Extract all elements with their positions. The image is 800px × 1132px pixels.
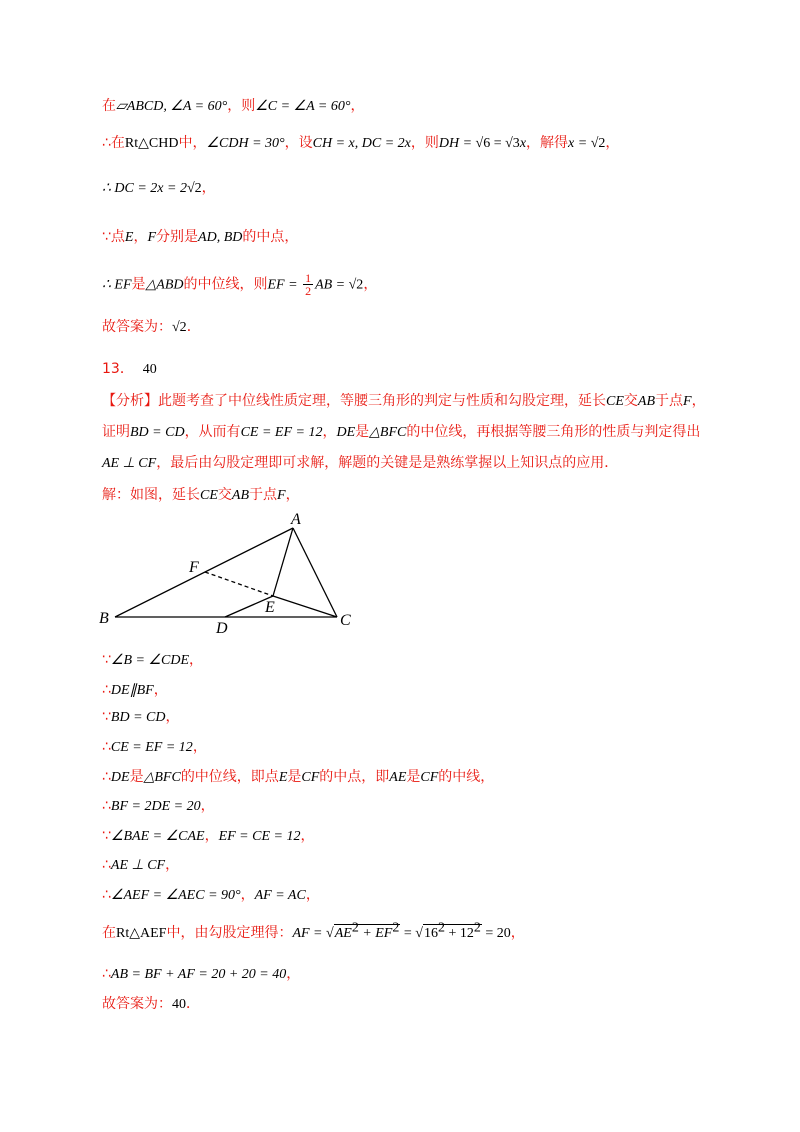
solution-line-4: ∵点E，F分别是AD, BD的中点，	[102, 229, 299, 245]
segment-AC	[293, 528, 337, 617]
final-answer: 40	[172, 997, 186, 1012]
proof-step-10: 在Rt△AEF中，由勾股定理得：AF = $√AE^2 + EF^2 = √16^2 + 12^2 = 20$，	[102, 920, 525, 941]
proof-step-11: ∴AB = BF + AF = 20 + 20 = 40，	[102, 966, 301, 982]
solution-intro: 解：如图，延长CE交AB于点F，	[102, 487, 300, 503]
label-B: B	[99, 610, 109, 627]
proof-step-6: ∴BF = 2DE = 20，	[102, 798, 215, 814]
label-A: A	[291, 511, 301, 528]
proof-step-9: ∴∠AEF = ∠AEC = 90°，AF = AC，	[102, 887, 320, 903]
label-D: D	[216, 620, 228, 637]
solution-line-2: ∴在Rt△CHD中，∠CDH = 30°，设CH = x, DC = 2x，则DH = √6 = √3x，解得x = √2，	[102, 135, 620, 151]
segment-FE-dashed	[205, 572, 273, 596]
analysis-line-2: 证明BD = CD，从而有CE = EF = 12，DE是△BFC的中位线，再根据等腰三角形的性质与判定得出	[102, 424, 701, 440]
final-answer-line: 故答案为：40．	[102, 996, 200, 1012]
segment-AE	[273, 528, 293, 596]
fraction-one-half: $\frac{1}{2}$	[305, 271, 312, 298]
proof-step-8: ∴AE ⊥ CF，	[102, 857, 180, 873]
proof-step-1: ∵∠B = ∠CDE，	[102, 652, 204, 668]
question-number-line	[102, 360, 157, 379]
triangle-figure	[95, 510, 375, 638]
proof-step-7: ∵∠BAE = ∠CAE，EF = CE = 12，	[102, 828, 315, 844]
solution-line-5: ∴ EF是△ABD的中位线，则EF = $\frac{1}{2}$ AB = √2，	[102, 271, 378, 298]
label-C: C	[340, 612, 351, 629]
proof-step-4: ∴CE = EF = 12，	[102, 739, 207, 755]
label-E: E	[265, 599, 275, 616]
proof-step-3: ∵BD = CD，	[102, 709, 180, 725]
question-answer: 40	[142, 362, 157, 377]
proof-step-2: ∴DE∥BF，	[102, 682, 168, 698]
question-number: 13．	[102, 361, 134, 377]
solution-line-1: 在▱ABCD, ∠A = 60°，则∠C = ∠A = 60°，	[102, 98, 365, 114]
label-F: F	[189, 559, 199, 576]
segment-EC	[273, 596, 337, 617]
solution-line-6: 故答案为：√2．	[102, 319, 201, 335]
analysis-line-1: 【分析】此题考查了中位线性质定理，等腰三角形的判定与性质和勾股定理，延长CE交AB于点F，	[102, 393, 706, 409]
analysis-line-3: AE ⊥ CF，最后由勾股定理即可求解，解题的关键是是熟练掌握以上知识点的应用．	[102, 455, 619, 471]
solution-line-3: ∴ DC = 2x = 2√2，	[102, 180, 216, 196]
proof-step-5: ∴DE是△BFC的中位线，即点E是CF的中点，即AE是CF的中线，	[102, 769, 495, 785]
